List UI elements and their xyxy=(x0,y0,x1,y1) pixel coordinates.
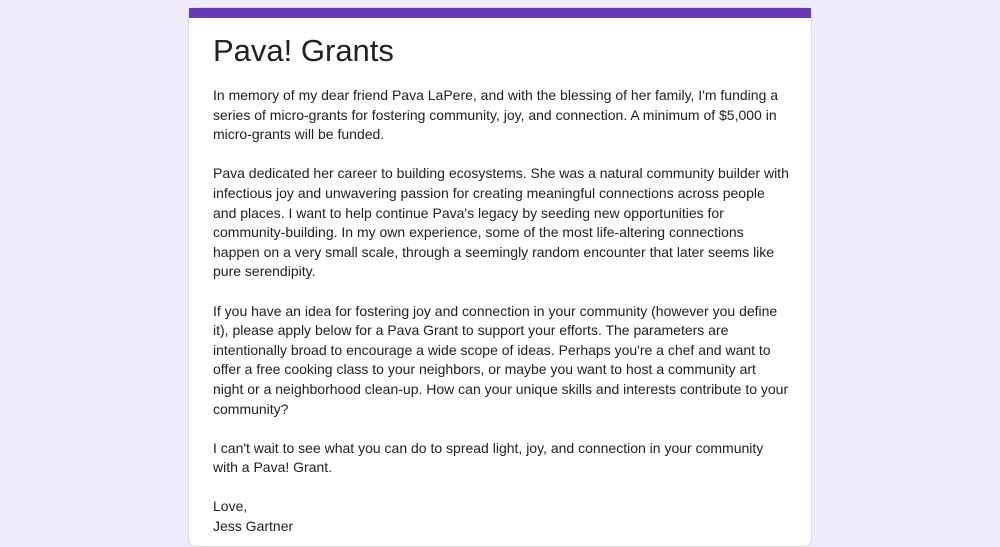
form-description xyxy=(213,86,789,537)
description-paragraph-1: In memory of my dear friend Pava LaPere, and with the blessing of her family, I'm funding a series of micro-grants for fostering community, joy, and connection. A minimum of $5,000 in micro-grants will be funded. xyxy=(213,87,779,143)
description-paragraph-2: Pava dedicated her career to building ecosystems. She was a natural community builder with infectious joy and unwavering passion for creating meaningful connections across people and places. I want to help continue Pava's legacy by seeding new opportunities for community-building. In my own experience, some of the most life-altering connections happen on a very small scale, through a seemingly random encounter that later seems like pure serendipity. xyxy=(213,165,789,280)
form-accent-bar xyxy=(189,8,811,18)
description-paragraph-3: If you have an idea for fostering joy and connection in your community (however you define it), please apply below for a Pava Grant to support your efforts. The parameters are intentionally broad to encourage a wide scope of ideas. Perhaps you're a chef and want to offer a free cooking class to your neighbors, or maybe you want to host a community art night or a neighborhood clean-up. How can your unique skills and interests contribute to your community? xyxy=(213,302,789,417)
form-header-card xyxy=(188,7,812,547)
description-signature: Jess Gartner xyxy=(213,518,294,535)
form-header xyxy=(213,31,789,537)
description-paragraph-4: I can't wait to see what you can do to spread light, joy, and connection in your community with a Pava! Grant. xyxy=(213,439,764,476)
form-title: Pava! Grants xyxy=(213,33,394,68)
description-closing: Love, xyxy=(213,498,248,515)
